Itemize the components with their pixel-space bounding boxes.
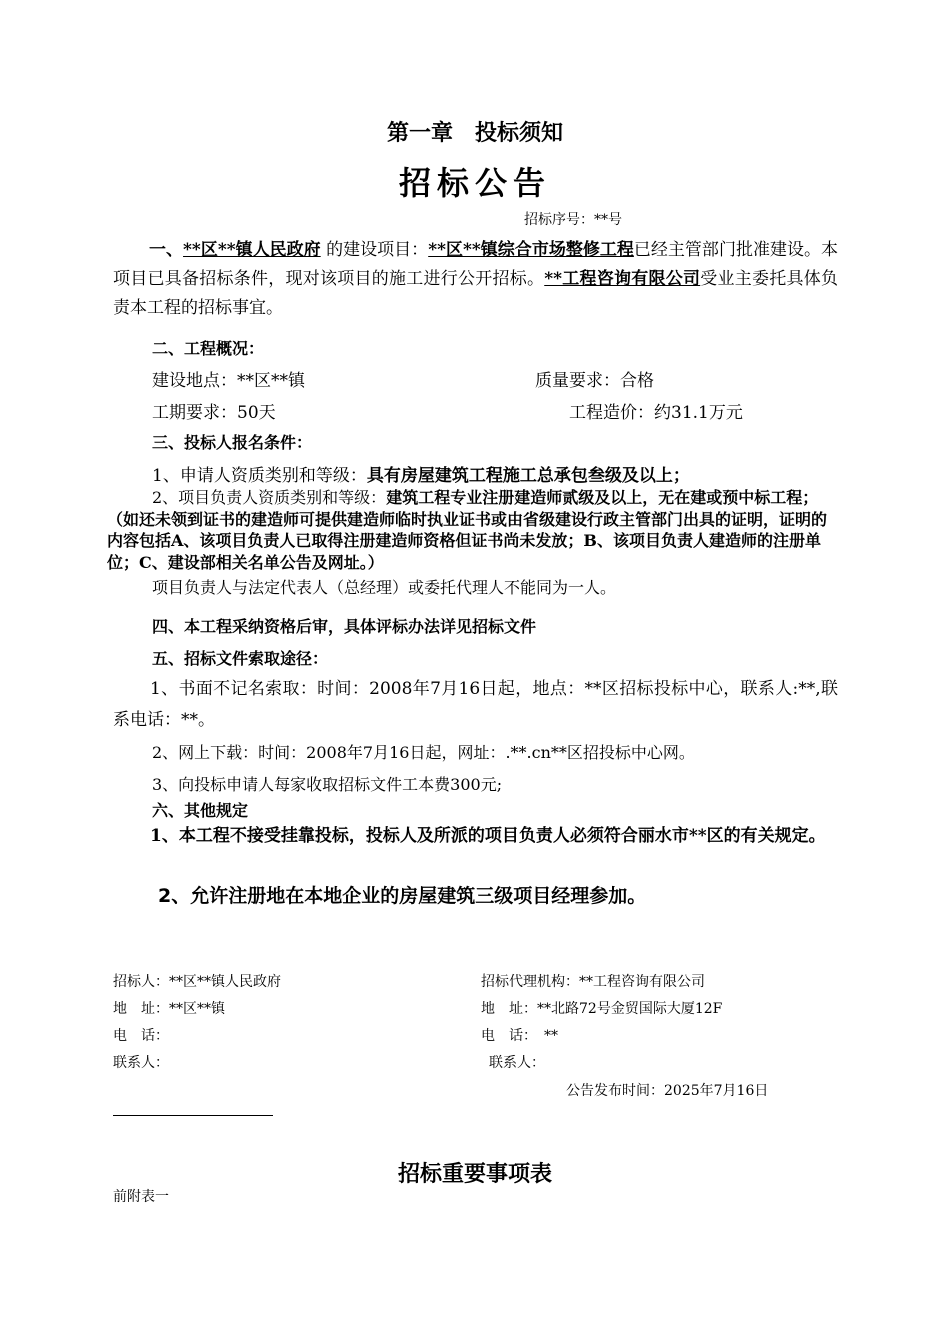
project-cost: 工程造价：约31.1万元 [569,403,743,423]
section-1-tail: 受业主委托具体负责本工程的招标事宜。 [113,269,839,318]
agency-phone: 电 话： ** [481,1028,558,1044]
tenderer-contact: 联系人： [113,1055,169,1071]
tenderer-name: 招标人：**区**镇人民政府 [113,974,281,990]
other-rule-2: 2、允许注册地在本地企业的房屋建筑三级项目经理参加。 [158,885,647,907]
qualification-item-2-label: 2、项目负责人资质类别和等级： [152,488,387,507]
section-4-heading: 四、本工程采纳资格后审，具体评标办法详见招标文件 [152,617,537,636]
quality-requirement: 质量要求：合格 [535,371,654,391]
agency-contact: 联系人： [489,1055,545,1071]
construction-location: 建设地点：**区**镇 [152,371,305,391]
footnote-divider [113,1115,273,1116]
retrieval-item-1: 1、书面不记名索取：时间：2008年7月16日起，地点：**区招标投标中心，联系人:**,联系电话：**。 [113,679,838,730]
serial-number: 招标序号：**号 [524,212,622,228]
section-1-rest: 已经主管部门批准建设。本项目已具备招标条件，现对该项目的施工进行公开招标。 [113,240,839,289]
owner-name: **区**镇人民政府 [183,240,321,260]
section-3-heading: 三、投标人报名条件： [152,433,313,452]
retrieval-item-3: 3、向投标申请人每家收取招标文件工本费300元; [152,775,503,794]
appendix-label: 前附表一 [113,1189,169,1205]
qualification-item-1-label: 1、申请人资质类别和等级： [152,466,367,486]
qualification-note: 项目负责人与法定代表人（总经理）或委托代理人不能同为一人。 [152,578,617,597]
section-1-lead: 一、 [149,240,184,260]
tenderer-phone: 电 话： [113,1028,169,1044]
agency-address: 地 址：**北路72号金贸国际大厦12F [481,1001,723,1017]
notice-title: 招标公告 [398,164,551,202]
agency-name: **工程咨询有限公司 [544,269,701,289]
section-1-mid: 的建设项目： [320,240,429,260]
qualification-item-1-value: 具有房屋建筑工程施工总承包叁级及以上； [366,466,690,486]
section-1-paragraph [113,236,838,323]
table-title: 招标重要事项表 [397,1162,552,1187]
retrieval-item-2: 2、网上下载：时间：2008年7月16日起，网址：.**.cn**区招投标中心网。 [152,743,695,762]
chapter-title: 第一章 投标须知 [386,121,563,146]
construction-period: 工期要求：50天 [152,403,276,423]
agency-info: 招标代理机构：**工程咨询有限公司 [481,974,705,990]
qualification-item-2 [107,487,839,573]
section-2-heading: 二、工程概况： [152,339,265,358]
project-name: **区**镇综合市场整修工程 [428,240,634,260]
qualification-item-2-value: 建筑工程专业注册建造师贰级及以上，无在建或预中标工程；（如还未领到证书的建造师可提供建造师临时执业证书或由省级建设行政主管部门出具的证明，证明的内容包括A、该项目负责人已取得注册建造师资格但证书尚未发放；B、该项目负责人建造师的注册单位；C、建设部相关名单公告及网址。） [107,488,828,572]
section-5-heading: 五、招标文件索取途径： [152,649,329,668]
publish-date: 公告发布时间：2025年7月16日 [566,1083,769,1099]
qualification-item-1 [152,461,690,486]
tenderer-address: 地 址：**区**镇 [113,1001,225,1017]
other-rule-1: 1、本工程不接受挂靠投标，投标人及所派的项目负责人必须符合丽水市**区的有关规定。 [150,826,826,846]
section-6-heading: 六、其他规定 [152,801,249,820]
